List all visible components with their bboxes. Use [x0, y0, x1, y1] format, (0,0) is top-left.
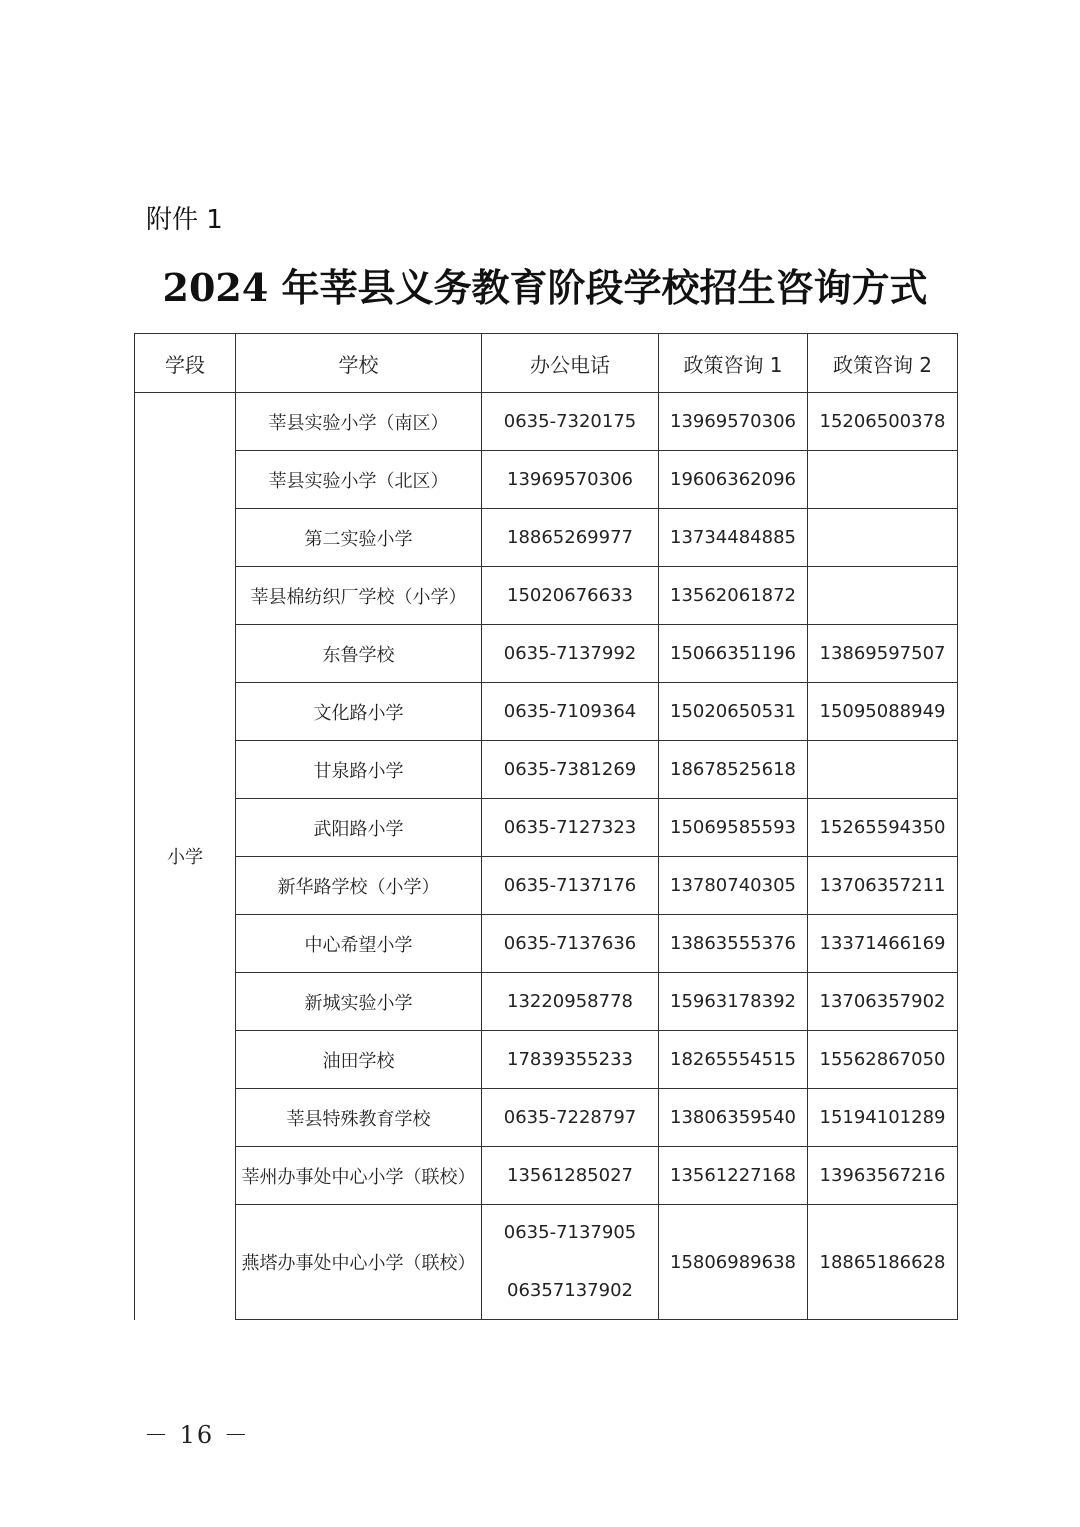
policy-2-cell: 13869597507 — [808, 625, 958, 683]
school-cell: 新华路学校（小学） — [236, 857, 482, 915]
school-cell: 油田学校 — [236, 1031, 482, 1089]
policy-2-cell: 13371466169 — [808, 915, 958, 973]
office-phone-cell — [482, 1205, 659, 1320]
table-row — [135, 915, 958, 973]
policy-2-cell — [808, 451, 958, 509]
policy-1-cell: 18678525618 — [659, 741, 808, 799]
office-phone: 0635-7127323 — [503, 816, 637, 838]
header-policy-1: 政策咨询 1 — [659, 334, 808, 393]
office-phone: 0635-7228797 — [503, 1106, 637, 1128]
office-phone: 15020676633 — [507, 584, 633, 606]
policy-1-cell: 18265554515 — [659, 1031, 808, 1089]
office-phone: 0635-7320175 — [503, 410, 637, 432]
policy-1-cell: 15066351196 — [659, 625, 808, 683]
office-phone-cell — [482, 741, 659, 799]
policy-2-cell: 15265594350 — [808, 799, 958, 857]
school-cell: 第二实验小学 — [236, 509, 482, 567]
table-header-row — [135, 334, 958, 393]
header-office-phone: 办公电话 — [482, 334, 659, 393]
policy-1-cell: 15963178392 — [659, 973, 808, 1031]
table-row — [135, 1147, 958, 1205]
policy-1-cell: 13863555376 — [659, 915, 808, 973]
policy-2-cell — [808, 509, 958, 567]
policy-1-cell: 15069585593 — [659, 799, 808, 857]
table-row — [135, 857, 958, 915]
school-cell: 莘州办事处中心小学（联校） — [236, 1147, 482, 1205]
policy-2-cell: 15095088949 — [808, 683, 958, 741]
policy-1-cell: 13734484885 — [659, 509, 808, 567]
policy-2-cell: 13963567216 — [808, 1147, 958, 1205]
attachment-label: 附件 1 — [146, 205, 223, 235]
policy-2-cell — [808, 567, 958, 625]
table-row — [135, 973, 958, 1031]
office-phone: 06357137902 — [507, 1280, 633, 1301]
office-phone-cell — [482, 451, 659, 509]
table-row — [135, 567, 958, 625]
office-phone-cell — [482, 683, 659, 741]
office-phone-cell — [482, 857, 659, 915]
table-row — [135, 683, 958, 741]
table-row — [135, 1089, 958, 1147]
office-phone-cell — [482, 625, 659, 683]
table-row — [135, 799, 958, 857]
office-phone-cell — [482, 567, 659, 625]
school-cell: 武阳路小学 — [236, 799, 482, 857]
table-row — [135, 451, 958, 509]
school-cell: 莘县实验小学（南区） — [236, 393, 482, 451]
office-phone-cell — [482, 509, 659, 567]
policy-1-cell: 19606362096 — [659, 451, 808, 509]
policy-1-cell: 13562061872 — [659, 567, 808, 625]
office-phone: 0635-7109364 — [503, 700, 637, 722]
school-cell: 东鲁学校 — [236, 625, 482, 683]
policy-1-cell: 15806989638 — [659, 1205, 808, 1320]
school-cell: 莘县实验小学（北区） — [236, 451, 482, 509]
policy-1-cell: 13969570306 — [659, 393, 808, 451]
policy-2-cell: 13706357902 — [808, 973, 958, 1031]
school-cell: 莘县棉纺织厂学校（小学） — [236, 567, 482, 625]
office-phone: 17839355233 — [507, 1048, 633, 1070]
office-phone: 13220958778 — [507, 990, 633, 1012]
office-phone: 13561285027 — [507, 1164, 633, 1186]
policy-2-cell: 18865186628 — [808, 1205, 958, 1320]
policy-2-cell — [808, 741, 958, 799]
policy-2-cell: 15194101289 — [808, 1089, 958, 1147]
table-row — [135, 1205, 958, 1320]
office-phone-cell — [482, 1031, 659, 1089]
school-cell: 新城实验小学 — [236, 973, 482, 1031]
office-phone: 0635-7137905 — [503, 1222, 637, 1243]
office-phone-cell — [482, 973, 659, 1031]
office-phone: 13969570306 — [507, 468, 633, 490]
policy-2-cell: 15206500378 — [808, 393, 958, 451]
header-policy-2: 政策咨询 2 — [808, 334, 958, 393]
header-stage: 学段 — [135, 334, 236, 393]
page-number: － 16 － — [144, 1421, 250, 1449]
table-body — [135, 393, 958, 1320]
policy-1-cell: 15020650531 — [659, 683, 808, 741]
policy-1-cell: 13806359540 — [659, 1089, 808, 1147]
document-title: 2024 年莘县义务教育阶段学校招生咨询方式 — [162, 265, 928, 310]
table-row — [135, 393, 958, 451]
office-phone-cell — [482, 799, 659, 857]
table-row — [135, 625, 958, 683]
policy-2-cell: 15562867050 — [808, 1031, 958, 1089]
school-cell: 文化路小学 — [236, 683, 482, 741]
policy-1-cell: 13561227168 — [659, 1147, 808, 1205]
school-cell: 燕塔办事处中心小学（联校） — [236, 1205, 482, 1320]
table-row — [135, 1031, 958, 1089]
table-row — [135, 741, 958, 799]
office-phone-cell — [482, 1089, 659, 1147]
school-cell: 甘泉路小学 — [236, 741, 482, 799]
policy-1-cell: 13780740305 — [659, 857, 808, 915]
school-cell: 中心希望小学 — [236, 915, 482, 973]
office-phone: 0635-7381269 — [503, 758, 637, 780]
header-school: 学校 — [236, 334, 482, 393]
table-row — [135, 509, 958, 567]
office-phone-cell — [482, 393, 659, 451]
office-phone: 0635-7137176 — [503, 874, 637, 896]
office-phone: 0635-7137636 — [503, 932, 637, 954]
office-phone-cell — [482, 1147, 659, 1205]
stage-cell: 小学 — [135, 393, 236, 1320]
contact-table — [134, 333, 958, 1320]
policy-2-cell: 13706357211 — [808, 857, 958, 915]
office-phone: 18865269977 — [507, 526, 633, 548]
office-phone: 0635-7137992 — [503, 642, 637, 664]
school-cell: 莘县特殊教育学校 — [236, 1089, 482, 1147]
office-phone-cell — [482, 915, 659, 973]
